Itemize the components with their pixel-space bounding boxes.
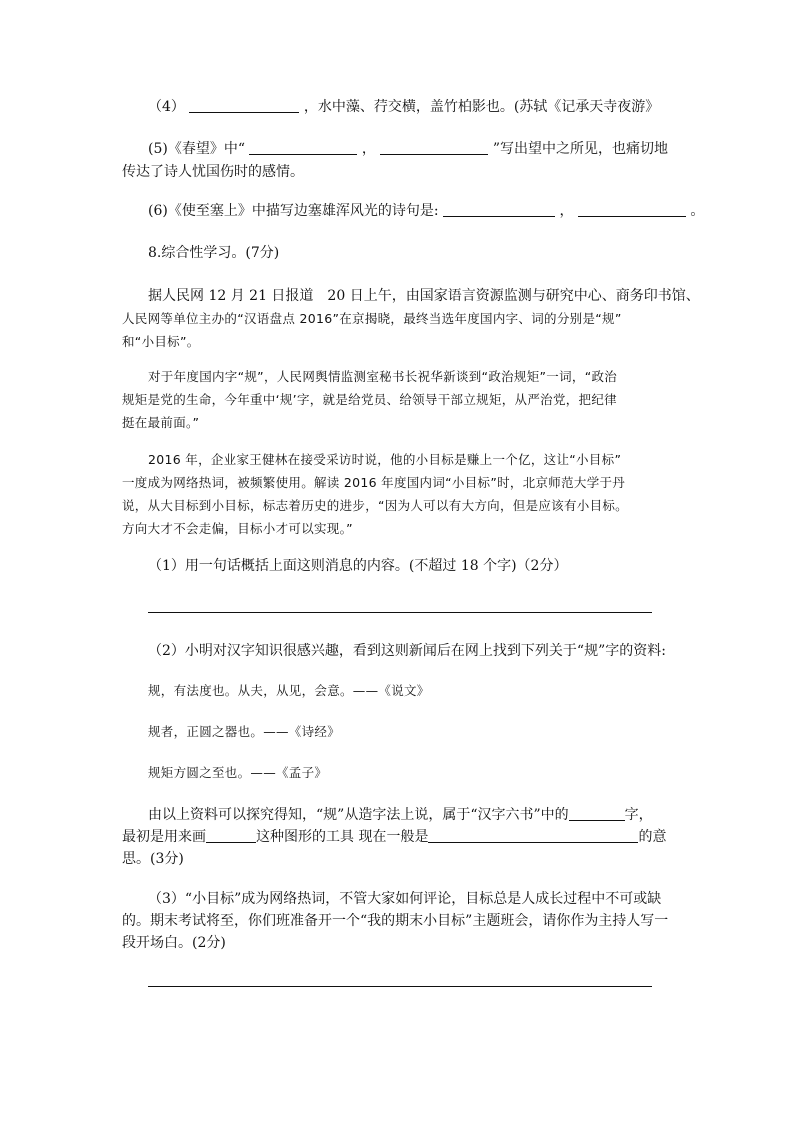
sub-question-2: （2）小明对汉字知识很感兴趣，看到这则新闻后在网上找到下列关于“规”字的资料: bbox=[148, 643, 666, 659]
reference-shijing: 规者，正圆之器也。——《诗经》 bbox=[148, 724, 341, 739]
answer-blank[interactable] bbox=[249, 140, 357, 155]
answer-blank[interactable] bbox=[443, 202, 555, 217]
news-p1-line1: 据人民网 12 月 21 日报道 20 日上午，由国家语言资源监测与研究中心、商务印书馆、 bbox=[148, 288, 700, 304]
sub-question-2-text: 由以上资料可以探究得知，“规”从造字法上说，属于“汉字六书”中的 bbox=[148, 807, 569, 823]
news-p2-line2: 规矩是党的生命，今年重中‘规’字，就是给党员、给领导干部立规矩，从严治党，把纪律 bbox=[122, 392, 617, 407]
sub-question-2-text: 最初是用来画 bbox=[122, 829, 206, 845]
answer-blank[interactable] bbox=[569, 806, 625, 821]
sub-question-2-text: 这种图形的工具 现在一般是 bbox=[256, 829, 429, 845]
reference-mengzi: 规矩方圆之至也。——《孟子》 bbox=[148, 765, 328, 780]
question-5 bbox=[148, 138, 668, 160]
question-4-number: （4） bbox=[148, 99, 185, 115]
sub-question-3-line1: （3）“小目标”成为网络热词，不管大家如何评论，目标总是人成长过程中不可或缺 bbox=[148, 891, 662, 907]
sub-question-1: （1）用一句话概括上面这则消息的内容。(不超过 18 个字)（2分） bbox=[148, 558, 568, 574]
reference-shuowen: 规，有法度也。从夫，从见，会意。——《说文》 bbox=[148, 683, 430, 698]
question-6 bbox=[148, 200, 704, 222]
answer-line-3[interactable] bbox=[148, 986, 652, 987]
sub-question-3-line3: 段开场白。(2分) bbox=[122, 935, 226, 951]
news-p2-line3: 挺在最前面。” bbox=[122, 415, 200, 430]
answer-blank[interactable] bbox=[206, 828, 256, 843]
question-8-title: 8.综合性学习。(7分) bbox=[148, 245, 280, 261]
news-p3-line3: 说，从大目标到小目标，标志着历史的进步，“因为人可以有大方向，但是应该有小目标。 bbox=[122, 498, 628, 513]
news-p3-line2: 一度成为网络热词，被频繁使用。解读 2016 年度国内词“小目标”时，北京师范大学于丹 bbox=[122, 475, 626, 490]
news-p3-line4: 方向大才不会走偏，目标小才可以实现。” bbox=[122, 521, 353, 536]
news-p2-line1: 对于年度国内字“规”，人民网舆情监测室秘书长祝华新谈到“政治规矩”一词，“政治 bbox=[148, 369, 618, 384]
news-p3-line1: 2016 年，企业家王健林在接受采访时说，他的小目标是赚上一个亿，这让“小目标” bbox=[148, 452, 622, 467]
question-6-head: (6)《使至塞上》中描写边塞雄浑风光的诗句是: bbox=[148, 203, 439, 219]
question-4 bbox=[148, 96, 659, 118]
question-5-line2: 传达了诗人忧国伤时的感情。 bbox=[122, 164, 304, 180]
sub-question-2-line1 bbox=[148, 804, 653, 826]
question-4-text: ，水中藻、荇交横，盖竹柏影也。(苏轼《记承天寺夜游》 bbox=[303, 99, 660, 115]
question-6-tail: 。 bbox=[690, 203, 705, 219]
answer-blank[interactable] bbox=[189, 98, 299, 113]
sub-question-2-text: 字， bbox=[624, 807, 653, 823]
sub-question-3-line2: 的。期末考试将至，你们班准备开一个“我的期末小目标”主题班会，请你作为主持人写一 bbox=[122, 913, 669, 929]
question-5-tail: ”写出望中之所见，也痛切地 bbox=[492, 141, 668, 157]
news-p1-line3: 和“小目标”。 bbox=[122, 334, 200, 349]
answer-blank[interactable] bbox=[380, 140, 488, 155]
sub-question-2-text: 的意 bbox=[638, 829, 667, 845]
answer-blank[interactable] bbox=[428, 828, 638, 843]
news-p1-line2: 人民网等单位主办的“汉语盘点 2016”在京揭晓，最终当选年度国内字、词的分别是“规” bbox=[122, 311, 622, 326]
sub-question-2-line2 bbox=[122, 826, 666, 848]
answer-blank[interactable] bbox=[578, 202, 686, 217]
question-5-mid: ， bbox=[361, 141, 376, 157]
answer-line-1[interactable] bbox=[148, 612, 652, 613]
sub-question-2-line3: 思。(3分) bbox=[122, 851, 184, 867]
question-5-head: (5)《春望》中“ bbox=[148, 141, 245, 157]
question-6-mid: ， bbox=[559, 203, 574, 219]
